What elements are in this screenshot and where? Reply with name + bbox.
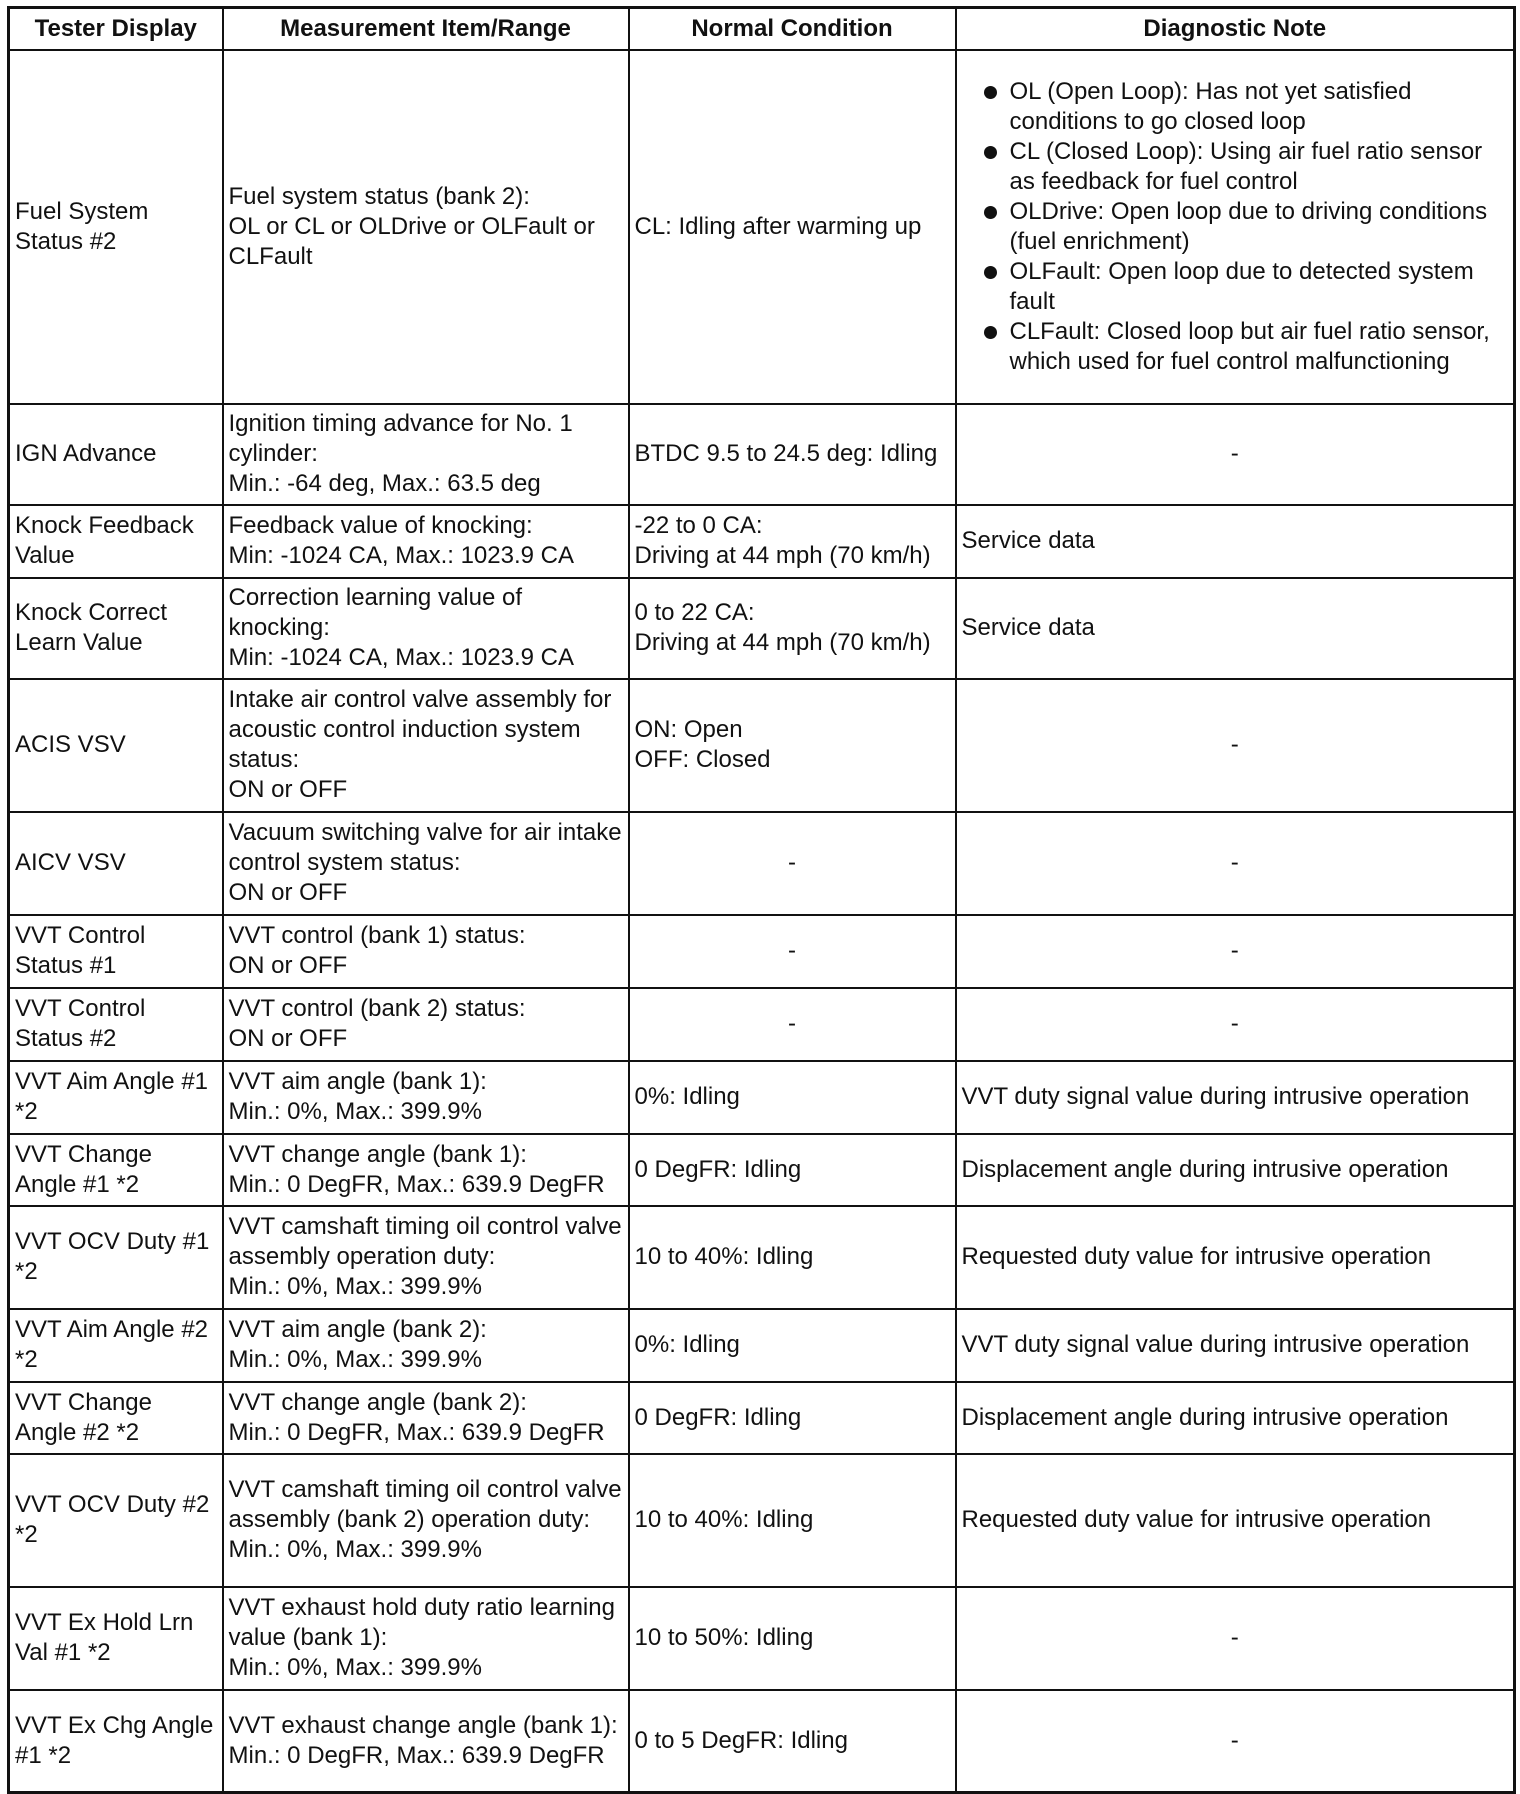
table-row [9, 1690, 1515, 1793]
measurement-line: VVT change angle (bank 2): [228, 1388, 527, 1416]
normal-condition-cell [629, 1382, 956, 1454]
measurement-line: VVT aim angle (bank 1): [228, 1068, 487, 1095]
measurement-line: Min.: 0 DegFR, Max.: 639.9 DegFR [228, 1170, 605, 1198]
measurement-line: Intake air control valve assembly for acoustic control induction system status: [228, 686, 612, 773]
table-row [9, 1134, 1515, 1206]
normal-condition-line: CL: Idling after warming up [634, 212, 922, 240]
measurement-cell [223, 1206, 629, 1309]
normal-condition-line: ON: Open [634, 716, 743, 743]
diagnostic-note-cell: Displacement angle during intrusive operation [956, 1134, 1515, 1206]
data-list-table-container [7, 6, 1513, 1791]
measurement-line: VVT camshaft timing oil control valve assembly (bank 2) operation duty: [228, 1476, 622, 1533]
measurement-cell [223, 1134, 629, 1206]
normal-condition-cell [629, 915, 956, 988]
measurement-line: VVT aim angle (bank 2): [228, 1316, 487, 1343]
diagnostic-note-cell: VVT duty signal value during intrusive operation [956, 1061, 1515, 1134]
measurement-cell [223, 812, 629, 915]
diagnostic-bullet-item: OLFault: Open loop due to detected system fault [962, 257, 1509, 317]
tester-display-cell: Fuel System Status #2 [9, 50, 223, 404]
normal-condition-line: Driving at 44 mph (70 km/h) [634, 629, 931, 656]
table-row [9, 404, 1515, 505]
measurement-line: Feedback value of knocking: [228, 512, 533, 539]
measurement-cell [223, 1587, 629, 1690]
measurement-line: Min.: 0%, Max.: 399.9% [228, 1654, 482, 1681]
normal-condition-line: 10 to 40%: Idling [634, 1243, 814, 1270]
measurement-line: ON or OFF [228, 1025, 348, 1052]
header-diagnostic-note: Diagnostic Note [956, 8, 1515, 50]
measurement-cell [223, 50, 629, 404]
data-list-table [7, 6, 1516, 1794]
diagnostic-note-cell: - [956, 812, 1515, 915]
table-row [9, 1206, 1515, 1309]
tester-display-cell: VVT Change Angle #2 *2 [9, 1382, 223, 1454]
tester-display-cell: AICV VSV [9, 812, 223, 915]
measurement-line: Min.: 0 DegFR, Max.: 639.9 DegFR [228, 1418, 605, 1446]
measurement-line: Min.: 0%, Max.: 399.9% [228, 1346, 482, 1373]
normal-condition-cell [629, 988, 956, 1061]
measurement-line: Min.: -64 deg, Max.: 63.5 deg [228, 470, 541, 497]
normal-condition-cell [629, 1587, 956, 1690]
table-row [9, 1382, 1515, 1454]
normal-condition-cell [629, 1061, 956, 1134]
tester-display-cell: VVT Aim Angle #2 *2 [9, 1309, 223, 1382]
header-measurement: Measurement Item/Range [223, 8, 629, 50]
normal-condition-line: 10 to 40%: Idling [634, 1506, 814, 1533]
table-row [9, 578, 1515, 679]
table-row [9, 679, 1515, 812]
diagnostic-bullet-item: CLFault: Closed loop but air fuel ratio sensor, which used for fuel control malfunctioning [962, 317, 1509, 377]
diagnostic-note-cell: - [956, 915, 1515, 988]
table-body [9, 50, 1515, 1793]
table-row [9, 1454, 1515, 1587]
measurement-line: Min.: 0%, Max.: 399.9% [228, 1536, 482, 1563]
normal-condition-line: OFF: Closed [634, 746, 771, 773]
tester-display-cell: VVT Aim Angle #1 *2 [9, 1061, 223, 1134]
diagnostic-note-cell: Displacement angle during intrusive operation [956, 1382, 1515, 1454]
measurement-line: VVT exhaust hold duty ratio learning value (bank 1): [228, 1594, 615, 1651]
measurement-cell [223, 578, 629, 679]
measurement-line: Min.: 0%, Max.: 399.9% [228, 1273, 482, 1300]
normal-condition-cell [629, 1309, 956, 1382]
measurement-cell [223, 505, 629, 578]
normal-condition-cell [629, 1134, 956, 1206]
normal-condition-line: 0 to 5 DegFR: Idling [634, 1726, 848, 1754]
tester-display-cell: VVT Control Status #1 [9, 915, 223, 988]
tester-display-cell: VVT OCV Duty #1 *2 [9, 1206, 223, 1309]
table-row [9, 1061, 1515, 1134]
tester-display-cell: IGN Advance [9, 404, 223, 505]
measurement-line: Min.: 0 DegFR, Max.: 639.9 DegFR [228, 1741, 605, 1769]
measurement-line: Fuel system status (bank 2): [228, 182, 530, 210]
measurement-line: VVT camshaft timing oil control valve assembly operation duty: [228, 1213, 622, 1270]
tester-display-cell: VVT Ex Hold Lrn Val #1 *2 [9, 1587, 223, 1690]
tester-display-cell: VVT Control Status #2 [9, 988, 223, 1061]
normal-condition-line: 0%: Idling [634, 1083, 740, 1110]
normal-condition-cell [629, 578, 956, 679]
normal-condition-cell [629, 679, 956, 812]
header-tester-display: Tester Display [9, 8, 223, 50]
measurement-line: Min.: 0%, Max.: 399.9% [228, 1098, 482, 1125]
diagnostic-note-cell: Requested duty value for intrusive operation [956, 1454, 1515, 1587]
normal-condition-line: Driving at 44 mph (70 km/h) [634, 542, 931, 569]
table-row [9, 1587, 1515, 1690]
diagnostic-note-cell: Requested duty value for intrusive operation [956, 1206, 1515, 1309]
diagnostic-note-cell: - [956, 1587, 1515, 1690]
header-normal-condition: Normal Condition [629, 8, 956, 50]
measurement-cell [223, 1061, 629, 1134]
diagnostic-note-cell: Service data [956, 578, 1515, 679]
table-row [9, 988, 1515, 1061]
normal-condition-line: 0 DegFR: Idling [634, 1155, 802, 1183]
measurement-line: Correction learning value of knocking: [228, 584, 522, 641]
normal-condition-cell [629, 1206, 956, 1309]
diagnostic-bullet-list [962, 77, 1509, 377]
diagnostic-note-cell [956, 50, 1515, 404]
measurement-line: VVT change angle (bank 1): [228, 1140, 527, 1168]
measurement-line: ON or OFF [228, 952, 348, 979]
measurement-cell [223, 915, 629, 988]
table-row [9, 812, 1515, 915]
diagnostic-bullet-item: OL (Open Loop): Has not yet satisfied conditions to go closed loop [962, 77, 1509, 137]
tester-display-cell: VVT OCV Duty #2 *2 [9, 1454, 223, 1587]
table-row [9, 915, 1515, 988]
measurement-line: ON or OFF [228, 776, 348, 803]
measurement-cell [223, 679, 629, 812]
normal-condition-line: 0%: Idling [634, 1331, 740, 1358]
tester-display-cell: ACIS VSV [9, 679, 223, 812]
measurement-line: VVT control (bank 1) status: [228, 922, 526, 949]
diagnostic-note-cell: Service data [956, 505, 1515, 578]
measurement-cell [223, 1309, 629, 1382]
normal-condition-line: 0 to 22 CA: [634, 599, 755, 626]
table-row [9, 50, 1515, 404]
tester-display-cell: VVT Ex Chg Angle #1 *2 [9, 1690, 223, 1793]
normal-condition-cell [629, 50, 956, 404]
measurement-cell [223, 1690, 629, 1793]
diagnostic-note-cell: - [956, 679, 1515, 812]
diagnostic-note-cell: - [956, 1690, 1515, 1793]
normal-condition-line: - [788, 937, 796, 964]
table-row [9, 505, 1515, 578]
measurement-line: OL or CL or OLDrive or OLFault or CLFault [228, 212, 595, 270]
normal-condition-line: - [788, 849, 796, 876]
measurement-cell [223, 404, 629, 505]
diagnostic-note-cell: - [956, 404, 1515, 505]
table-row [9, 1309, 1515, 1382]
measurement-line: Ignition timing advance for No. 1 cylinder: [228, 410, 573, 467]
normal-condition-cell [629, 812, 956, 915]
measurement-line: Min: -1024 CA, Max.: 1023.9 CA [228, 542, 574, 569]
diagnostic-note-cell: - [956, 988, 1515, 1061]
tester-display-cell: VVT Change Angle #1 *2 [9, 1134, 223, 1206]
normal-condition-line: BTDC 9.5 to 24.5 deg: Idling [634, 440, 938, 467]
normal-condition-cell [629, 404, 956, 505]
diagnostic-note-cell: VVT duty signal value during intrusive operation [956, 1309, 1515, 1382]
measurement-cell [223, 1382, 629, 1454]
normal-condition-cell [629, 1454, 956, 1587]
normal-condition-line: 10 to 50%: Idling [634, 1624, 814, 1651]
normal-condition-line: - [788, 1010, 796, 1037]
diagnostic-bullet-item: OLDrive: Open loop due to driving conditions (fuel enrichment) [962, 197, 1509, 257]
measurement-line: Min: -1024 CA, Max.: 1023.9 CA [228, 644, 574, 671]
normal-condition-cell [629, 1690, 956, 1793]
normal-condition-line: 0 DegFR: Idling [634, 1403, 802, 1431]
measurement-line: VVT exhaust change angle (bank 1): [228, 1711, 618, 1739]
measurement-cell [223, 1454, 629, 1587]
tester-display-cell: Knock Feedback Value [9, 505, 223, 578]
measurement-line: Vacuum switching valve for air intake control system status: [228, 819, 622, 876]
tester-display-cell: Knock Correct Learn Value [9, 578, 223, 679]
normal-condition-line: -22 to 0 CA: [634, 512, 763, 539]
measurement-cell [223, 988, 629, 1061]
diagnostic-bullet-item: CL (Closed Loop): Using air fuel ratio sensor as feedback for fuel control [962, 137, 1509, 197]
measurement-line: VVT control (bank 2) status: [228, 995, 526, 1022]
header-row [9, 8, 1515, 50]
normal-condition-cell [629, 505, 956, 578]
measurement-line: ON or OFF [228, 879, 348, 906]
